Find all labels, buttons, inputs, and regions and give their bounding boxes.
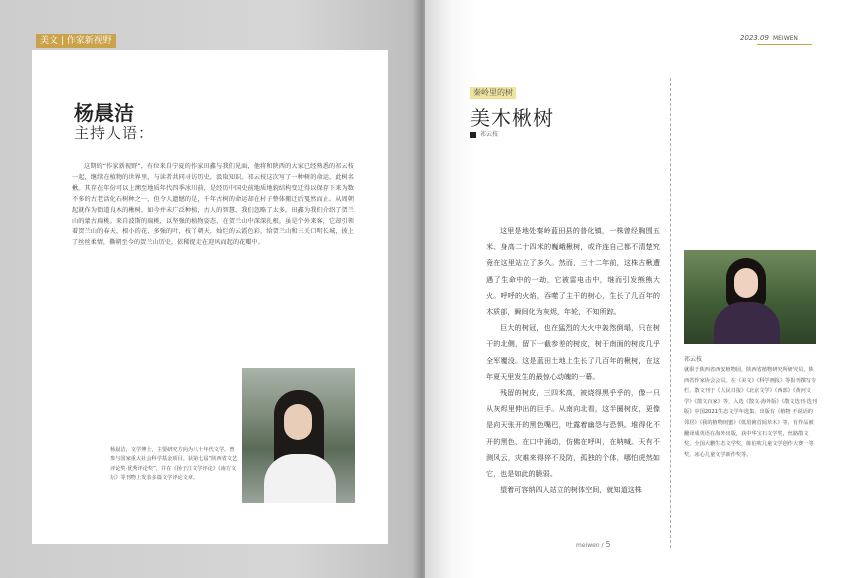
host-intro-text: 这期的“作家新视野”，有位来自宁夏的作家田鑫与我们见面，他将和陕西的大家已经熟悉的祁云枝一起，继续在植物的世界里，与读者共同寻访历史，汲取知识。祁云枝这次写了一种树的命运，此树名楸。其存在年份可以上溯至地质年代四季冰川前，是经历中国史前地质地貌结构变迁得以保存下来为数不多的古老活化石树种之一，但令人遗憾的是，千年古树的命运却在村子整体搬迁后戛然而止。从周朝起就作为街道良木的楸树，如今并未广泛种植，古人的智慧，我们忽略了太多。田鑫为我们介绍了贺兰山的蒙古扁桃。来自波斯的扁桃，以坚强的植物姿态，在贺兰山中深深扎根。虽是个外来客，它却引领着贺兰山的春天、根小的花、多强的叶，枝丫朝天，灿烂的云霞色彩，给贺兰山和三关口明长城，披上了丝丝柔情，撕朝至今的贺兰山历史，依稀捉走在迎风而起的花瓣中。 bbox=[72, 163, 354, 247]
author-bio-name: 祁云枝 bbox=[684, 356, 703, 363]
left-page bbox=[0, 0, 418, 578]
section-label: 美文 | 作家新视野 bbox=[36, 34, 116, 48]
article-paragraph: 巨大的树冠，也在猛烈的大火中轰然倒塌，只在树干的北侧，留下一截参差的树皮，树干南面的树皮几乎全军覆没。这是蓝田土地上生长了几百年的楸树，在这年夏天里发生的最惊心动魄的一幕。 bbox=[486, 323, 660, 381]
host-name: 杨晨洁 bbox=[74, 101, 134, 125]
article-paragraph: 望着可容纳四人站立的树体空间，就知道这株 bbox=[500, 485, 642, 495]
host-subtitle: 主持人语： bbox=[74, 124, 155, 142]
article-author bbox=[470, 129, 498, 138]
folio-brand: meiwen bbox=[576, 542, 600, 549]
author-marker-icon bbox=[470, 132, 476, 138]
author-name: 祁云枝 bbox=[480, 131, 499, 138]
issue-date: 2023.09 bbox=[740, 34, 769, 42]
article-paragraph: 残留的树皮，三四米高，被烧得黑乎乎的，像一只从灰烬里伸出的巨手。从南向北看，这半圈树皮，更像是向天张开的黑色嘴巴，吐露着幽怨与恐惧。堆得化不开的黑色，在口中涌动，仿佛在呼叫，在呐喊。天有不测风云，灾难来得猝不及防，孤独的个体，哪怕虎然如它，也是如此的脆弱。 bbox=[486, 388, 660, 479]
header-rule bbox=[757, 44, 812, 45]
article-kicker: 秦岭里的树 bbox=[470, 87, 516, 99]
issue-header bbox=[740, 34, 798, 42]
photo-body-shape bbox=[264, 454, 336, 503]
author-photo bbox=[684, 250, 816, 344]
article-paragraph: 这里是地处秦岭蓝田县的普化镇，一株曾经胸围五米、身高二十四米的巍峨楸树，或许连自己都不清楚究竟在这里站立了多久。然而，三十二年前，这株古楸遭遇了生命中的一劫，它被雷电击中，继而引发熊熊大火。呼呼的火焰，吞噬了主干的树心，生长了几百年的木质部，瞬间化为灰烬，年轮，不知所踪。 bbox=[486, 226, 660, 317]
author-bio: 就职于陕西省西安植物园，陕西省植物研究所研究员，陕西省作家协会会员。在《美文》《科学画报》等报刊撰写专栏，散文刊于《人民日报》《北京文学》《西部》《黄河文学》《散文百家》等，入选《散文·海外版》《散文选刊·选刊版》中国2021生态文学年选集，出版有《植物 不说话的邻居》《我的植物闺蜜》《低眉俯首阅草木》等，有作品被翻译成英语在海外出版，获中华宝石文学奖，丝路散文奖，全国大鹏生态文学奖，陈伯吹儿童文学创作大赛一等奖，冰心儿童文学新作奖等。 bbox=[684, 367, 817, 458]
host-bio: 杨晨洁，文学博士，主要研究方向为八十年代文学。曾参与国家重大社会科学基金项目。获第七届“陕西省文艺评论奖·优秀评论奖”，并在《扬子江文学评论》《南方文坛》等刊物上发表多篇文学评论文章。 bbox=[110, 447, 238, 482]
host-photo bbox=[242, 368, 355, 503]
article-title: 美木楸树 bbox=[470, 106, 554, 130]
brand-name: MEIWEN bbox=[772, 35, 798, 42]
column-divider bbox=[670, 78, 671, 548]
article-body bbox=[486, 223, 660, 498]
photo-face-shape bbox=[284, 404, 312, 440]
page-number: 5 bbox=[605, 540, 611, 549]
page-folio: meiwen / 5 bbox=[576, 540, 611, 549]
photo-body-shape bbox=[714, 302, 780, 344]
photo-face-shape bbox=[734, 268, 758, 298]
